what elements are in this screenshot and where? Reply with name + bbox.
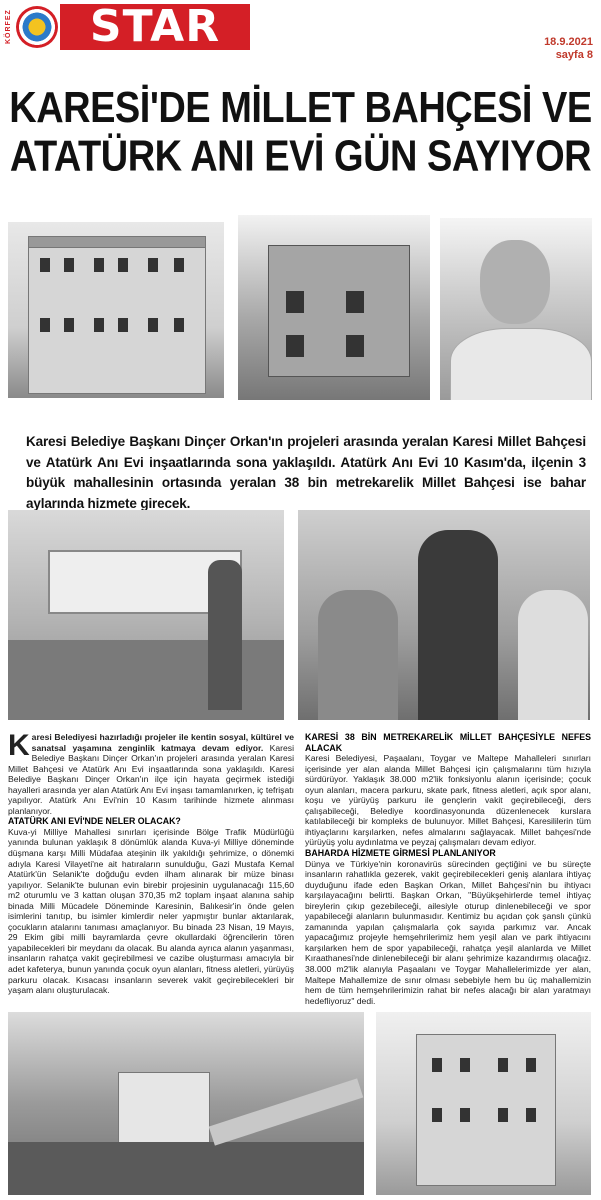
photo-skate-park <box>8 510 284 720</box>
subheading-spring-opening: BAHARDA HİZMETE GİRMESİ PLANLANIYOR <box>305 848 496 859</box>
article-intro: aresi Belediyesi hazırladığı projeler ile kentin sosyal, kültürel ve sanatsal yaşamına zenginlik katmaya devam ediyor. <box>31 732 294 753</box>
photo-memorial-house-front <box>376 1012 591 1195</box>
article-paragraph-3: Karesi Belediyesi, Paşaalanı, Toygar ve Maltepe Mahalleleri sınırları içerisinde yer alan alanda Millet Bahçesi için çalışmalarını tüm hızıyla sürdürüyor. Yaklaşık 38.000 m2'lik fonksiyonlu alanın içerisinde; çocuk oyun alanları, macera parkuru, skate park, fitness aletleri, açık spor alanı, koşu ve yürüyüş parkuru ile gençlerin vakit geçirebileceği, ders çalışabileceği, Belediye koordinasyonunda düzenlenecek kurslara katılabileceği bir kompleks de bulunuyor. Millet Bahçesi, Karesililerin tüm ihtiyaçlarını karşılarken, nefes almalarını sağlayacak. Millet bahçesi'nde yürüyüş yolu aydınlatma ve peyzaj çalışmaları devam ediyor. <box>305 753 591 848</box>
page-number: sayfa 8 <box>555 49 593 61</box>
brand-side-label: KÖRFEZ <box>4 4 14 50</box>
issue-info <box>544 36 593 62</box>
headline-line-1: KARESİ'DE MİLLET BAHÇESİ VE <box>9 84 592 133</box>
subheading-memorial-house: ATATÜRK ANI EVİ'NDE NELER OLACAK? <box>8 816 181 827</box>
article-column-1 <box>8 729 295 996</box>
brand-logo-icon <box>16 6 58 48</box>
article-column-2 <box>305 732 591 1006</box>
article-paragraph-4: Dünya ve Türkiye'nin koronavirüs sürecinden geçtiğini ve bu süreçte insanların rahatlıkla gezerek, vakit geçirebilecekleri geniş alanlara ihtiyaç duyduğunu ifade eden Başkan Orkan, Millet Bahçesi'nin bu ihtiyacı karşılayacağını belirtti. Başkan Orkan, "Büyükşehirlerde temel ihtiyaç bireylerin çıkıp gezebileceği, ailesiyle oturup dinlenebileceği ve spor yapabileceği alanların bulunmasıdır. Kentimiz bu açıdan çok şanslı çünkü zamanında yapılan çalışmalarla çok sayıda parkımız var. Ancak yapacağımız projeyle hemşehrilerimiz hem yeşil alan ve park ihtiyacını karşılarken hem de spor yapabileceği, rahatça yeşil alanlarda ve Millet Kıraathanesi'nde dinlenebileceği bir alanı şehrimize kazandırmış olacağız. 38.000 m2'lik alanıyla Paşaalanı ve Toygar Mahallelerimizde yer alan, Maltepe Mahallemize de sınır olması sebebiyle hem bu üç mahallemizin hem de tüm hemşehrilerimizin rahat bir nefes alacağı bir alan yaratmayı hedefliyoruz" dedi. <box>305 858 591 1006</box>
lead-paragraph: Karesi Belediye Başkanı Dinçer Orkan'ın projeleri arasında yeralan Karesi Millet Bahçesi ve Atatürk Anı Evi inşaatlarında sona yaklaşıldı. Atatürk Anı Evi 10 Kasım'da, ilçenin 3 büyük mahallesinin ortasında yeralan 38 bin metrekarelik Millet Bahçesi ise bahar aylarında hizmete girecek. <box>26 434 586 511</box>
photo-mayor-with-kids <box>298 510 590 720</box>
issue-date: 18.9.2021 <box>544 36 593 48</box>
article-paragraph-1: Karesi Belediye Başkanı Dinçer Orkan'ın projeleri arasında yeralan Karesi Millet Bahçesi ve Atatürk Anı Evi inşaatlarında sona yaklaşıldı. Karesi Belediye Başkanı Dinçer Orkan'ın ilçe için hayata geçirmek istediği hayalleri arasında yer alan Atatürk Anı Evi inşası tamamlanırken, iç tefrişatı yapılıyor. Atatürk Anı Evi'nin 10 Kasım tarihinde hizmete alınması planlanıyor. <box>8 742 295 816</box>
subheading-nation-garden: KARESİ 38 BİN METREKARELİK MİLLET BAHÇESİYLE NEFES ALACAK <box>305 732 591 753</box>
brand-logo: STAR <box>60 4 250 50</box>
photo-stone-building <box>238 215 430 400</box>
photo-aerial-garden <box>8 1012 364 1195</box>
photo-memorial-house <box>8 222 224 398</box>
drop-cap: K <box>8 729 30 762</box>
photo-portrait <box>440 218 592 400</box>
headline <box>8 84 593 181</box>
headline-line-2: ATATÜRK ANI EVİ GÜN SAYIYOR <box>9 132 592 181</box>
article-paragraph-2: Kuva-yi Milliye Mahallesi sınırları içerisinde Bölge Trafik Müdürlüğü yanında bulunan yaklaşık 8 dönümlük alanda Kuva-yi Milliye döneminde düşmana karşı Milli Müdafaa ateşinin ilk yakıldığı şehrimize, o dönemki adıyla Karesi Vilayeti'ne ait hatıraların sunulduğu, Gazi Mustafa Kemal Atatürk'ün Selanik'te doğduğu evden ilham alınarak bir müze binası yapılıyor. Selanik'te bulunan evin birebir projesinin uygulanacağı 115,60 m2 oturumlu ve 3 kattan oluşan 370,35 m2 toplam inşaat alanına sahip binada Milli Mücadele Döneminde Karesinin, Balıkesir'in önde gelen isimlerini tanıtıp, bu isimler kimlerdir neler yapmıştır bunlar aktarılarak, çocukların atalarını tanıması amaçlanıyor. Bu binada 23 Nisan, 19 Mayıs, 29 Ekim gibi milli bayramlarda çevre okullardaki öğrencilerin tören yapabilecekleri bir meydanı da olacak. Bu alanda ayrıca alanın yaşanması, insanların rahatça vakit geçirebilmesi ve cazibe oluşturması amacıyla bir adet kafeterya, bunun yanında çocuk oyun alanları, fitness aletleri, yürüyüş parkuru olacak. Kısacası insanların severek vakit geçirebilecekleri bir yaşam alanı oluşturulacak. <box>8 826 294 996</box>
